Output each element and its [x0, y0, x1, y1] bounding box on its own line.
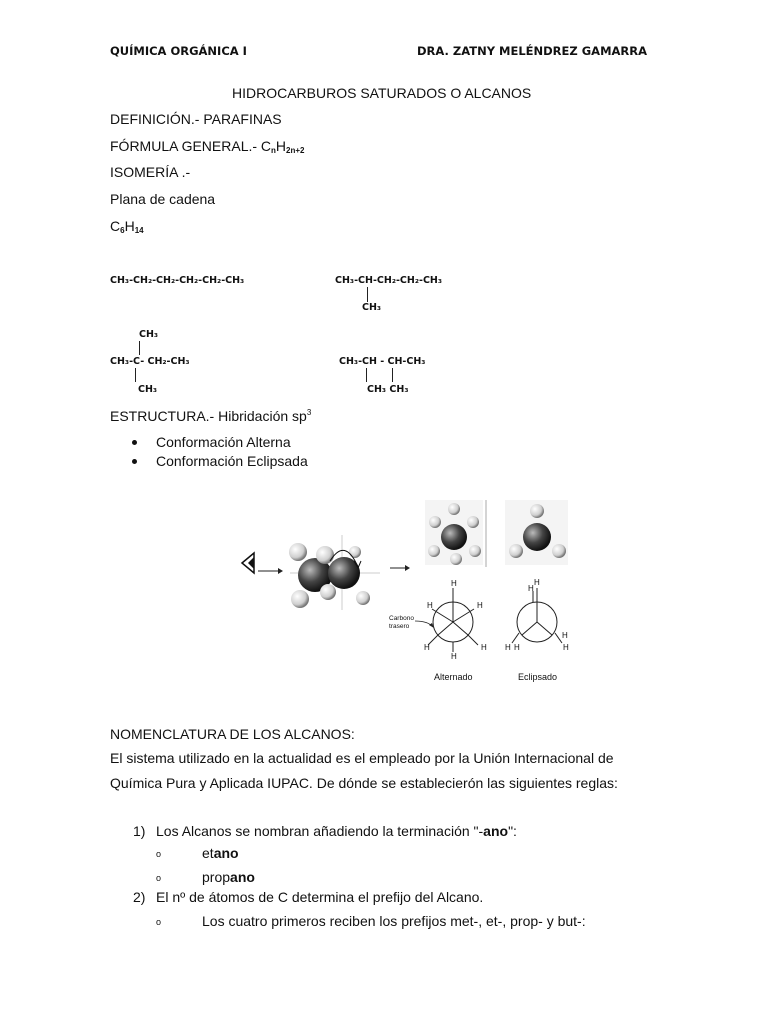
bond-line	[366, 368, 367, 382]
figure-label-trasero: trasero	[389, 623, 410, 630]
example-propano-suffix: ano	[230, 869, 255, 885]
isomer-22-dimethylbutane: CH₃-C- CH₂-CH₃	[110, 356, 190, 367]
bond-line	[367, 287, 368, 302]
nomenclatura-paragraph-line1: El sistema utilizado en la actualidad es el empleado por la Unión Internacional de	[110, 750, 614, 766]
bullet	[132, 440, 137, 445]
isomer-22-dimethylbutane-top: CH₃	[139, 329, 159, 340]
h-label: H	[562, 631, 568, 640]
bond-line	[392, 368, 393, 382]
isomer-23-dimethylbutane-bottom: CH₃ CH₃	[367, 384, 409, 395]
sub-bullet-circle: o	[156, 917, 162, 927]
molecule-h-sub: 14	[134, 226, 144, 235]
formula-n: n	[271, 146, 276, 155]
h-label: H	[528, 584, 534, 593]
example-propano-prefix: prop	[202, 869, 231, 885]
h-label: H	[424, 643, 430, 652]
sub-bullet-circle: o	[156, 873, 162, 883]
isomer-23-dimethylbutane: CH₃-CH - CH-CH₃	[339, 356, 426, 367]
bond-line	[139, 341, 140, 355]
example-etano-prefix: et	[202, 845, 214, 861]
conformacion-eclipsada: Conformación Eclipsada	[156, 453, 308, 469]
molecule-c: C	[110, 218, 121, 234]
isomeria-line: ISOMERÍA .-	[110, 164, 191, 180]
formula-h-sub: 2n+2	[286, 146, 305, 155]
formula-h: H	[275, 138, 287, 154]
estructura-sup: 3	[306, 408, 312, 417]
ethane-model	[289, 535, 380, 610]
isomer-2-methylpentane: CH₃-CH-CH₂-CH₂-CH₃	[335, 275, 443, 286]
rule-2-subitem: Los cuatro primeros reciben los prefijos met-, et-, prop- y but-:	[202, 913, 586, 929]
arrowhead	[405, 565, 410, 571]
rule-1-text-end: ":	[508, 823, 517, 839]
formula-line	[110, 138, 305, 155]
rule-1-text-start: Los Alcanos se nombran añadiendo la terminación "-	[156, 823, 484, 839]
h-label: H	[505, 643, 511, 652]
h-label: H	[451, 652, 457, 661]
definicion-line: DEFINICIÓN.- PARAFINAS	[110, 111, 282, 127]
eclipsed-model	[505, 500, 568, 565]
h-label: H	[427, 601, 433, 610]
caption-alternado: Alternado	[434, 672, 473, 682]
h-label: H	[481, 643, 487, 652]
figure-label-carbono: Carbono	[389, 615, 414, 622]
h-label: H	[563, 643, 569, 652]
bond-line	[135, 368, 136, 382]
estructura-text: ESTRUCTURA.- Hibridación sp	[110, 408, 307, 424]
eye-icon	[242, 553, 254, 573]
h-label: H	[514, 643, 520, 652]
isomer-2-methylpentane-branch: CH₃	[362, 302, 382, 313]
molecule-c-sub: 6	[120, 226, 125, 235]
caption-eclipsado: Eclipsado	[518, 672, 558, 682]
sub-bullet-circle: o	[156, 849, 162, 859]
rule-1-bold: ano	[483, 823, 509, 839]
plana-line: Plana de cadena	[110, 191, 216, 207]
example-etano	[202, 845, 239, 861]
h-label: H	[534, 578, 540, 587]
formula-prefix: FÓRMULA GENERAL.- C	[110, 138, 272, 154]
header-right: DRA. ZATNY MELÉNDREZ GAMARRA	[417, 44, 648, 58]
arrowhead	[278, 568, 283, 574]
example-propano	[202, 869, 255, 885]
molecule-h: H	[124, 218, 135, 234]
page-title: HIDROCARBUROS SATURADOS O ALCANOS	[232, 85, 532, 101]
bullet	[132, 459, 137, 464]
molecule-formula	[110, 218, 144, 235]
h-label: H	[477, 601, 483, 610]
nomenclatura-paragraph-line2: Química Pura y Aplicada IUPAC. De dónde se establecierón las siguientes reglas:	[110, 775, 618, 791]
rule-2-text: El nº de átomos de C determina el prefijo del Alcano.	[156, 889, 484, 905]
newman-eclipsed	[512, 588, 562, 643]
rule-1-number: 1)	[133, 823, 146, 839]
h-label: H	[451, 579, 457, 588]
rule-2-number: 2)	[133, 889, 146, 905]
staggered-model	[425, 500, 483, 565]
conformacion-alterna: Conformación Alterna	[156, 434, 291, 450]
isomer-hexane: CH₃-CH₂-CH₂-CH₂-CH₂-CH₃	[110, 275, 245, 286]
isomer-22-dimethylbutane-bottom: CH₃	[138, 384, 158, 395]
rule-1-text	[156, 823, 517, 839]
example-etano-suffix: ano	[213, 845, 239, 861]
nomenclatura-heading: NOMENCLATURA DE LOS ALCANOS:	[110, 726, 355, 742]
header-left: QUÍMICA ORGÁNICA I	[110, 44, 247, 58]
estructura-line	[110, 408, 311, 424]
